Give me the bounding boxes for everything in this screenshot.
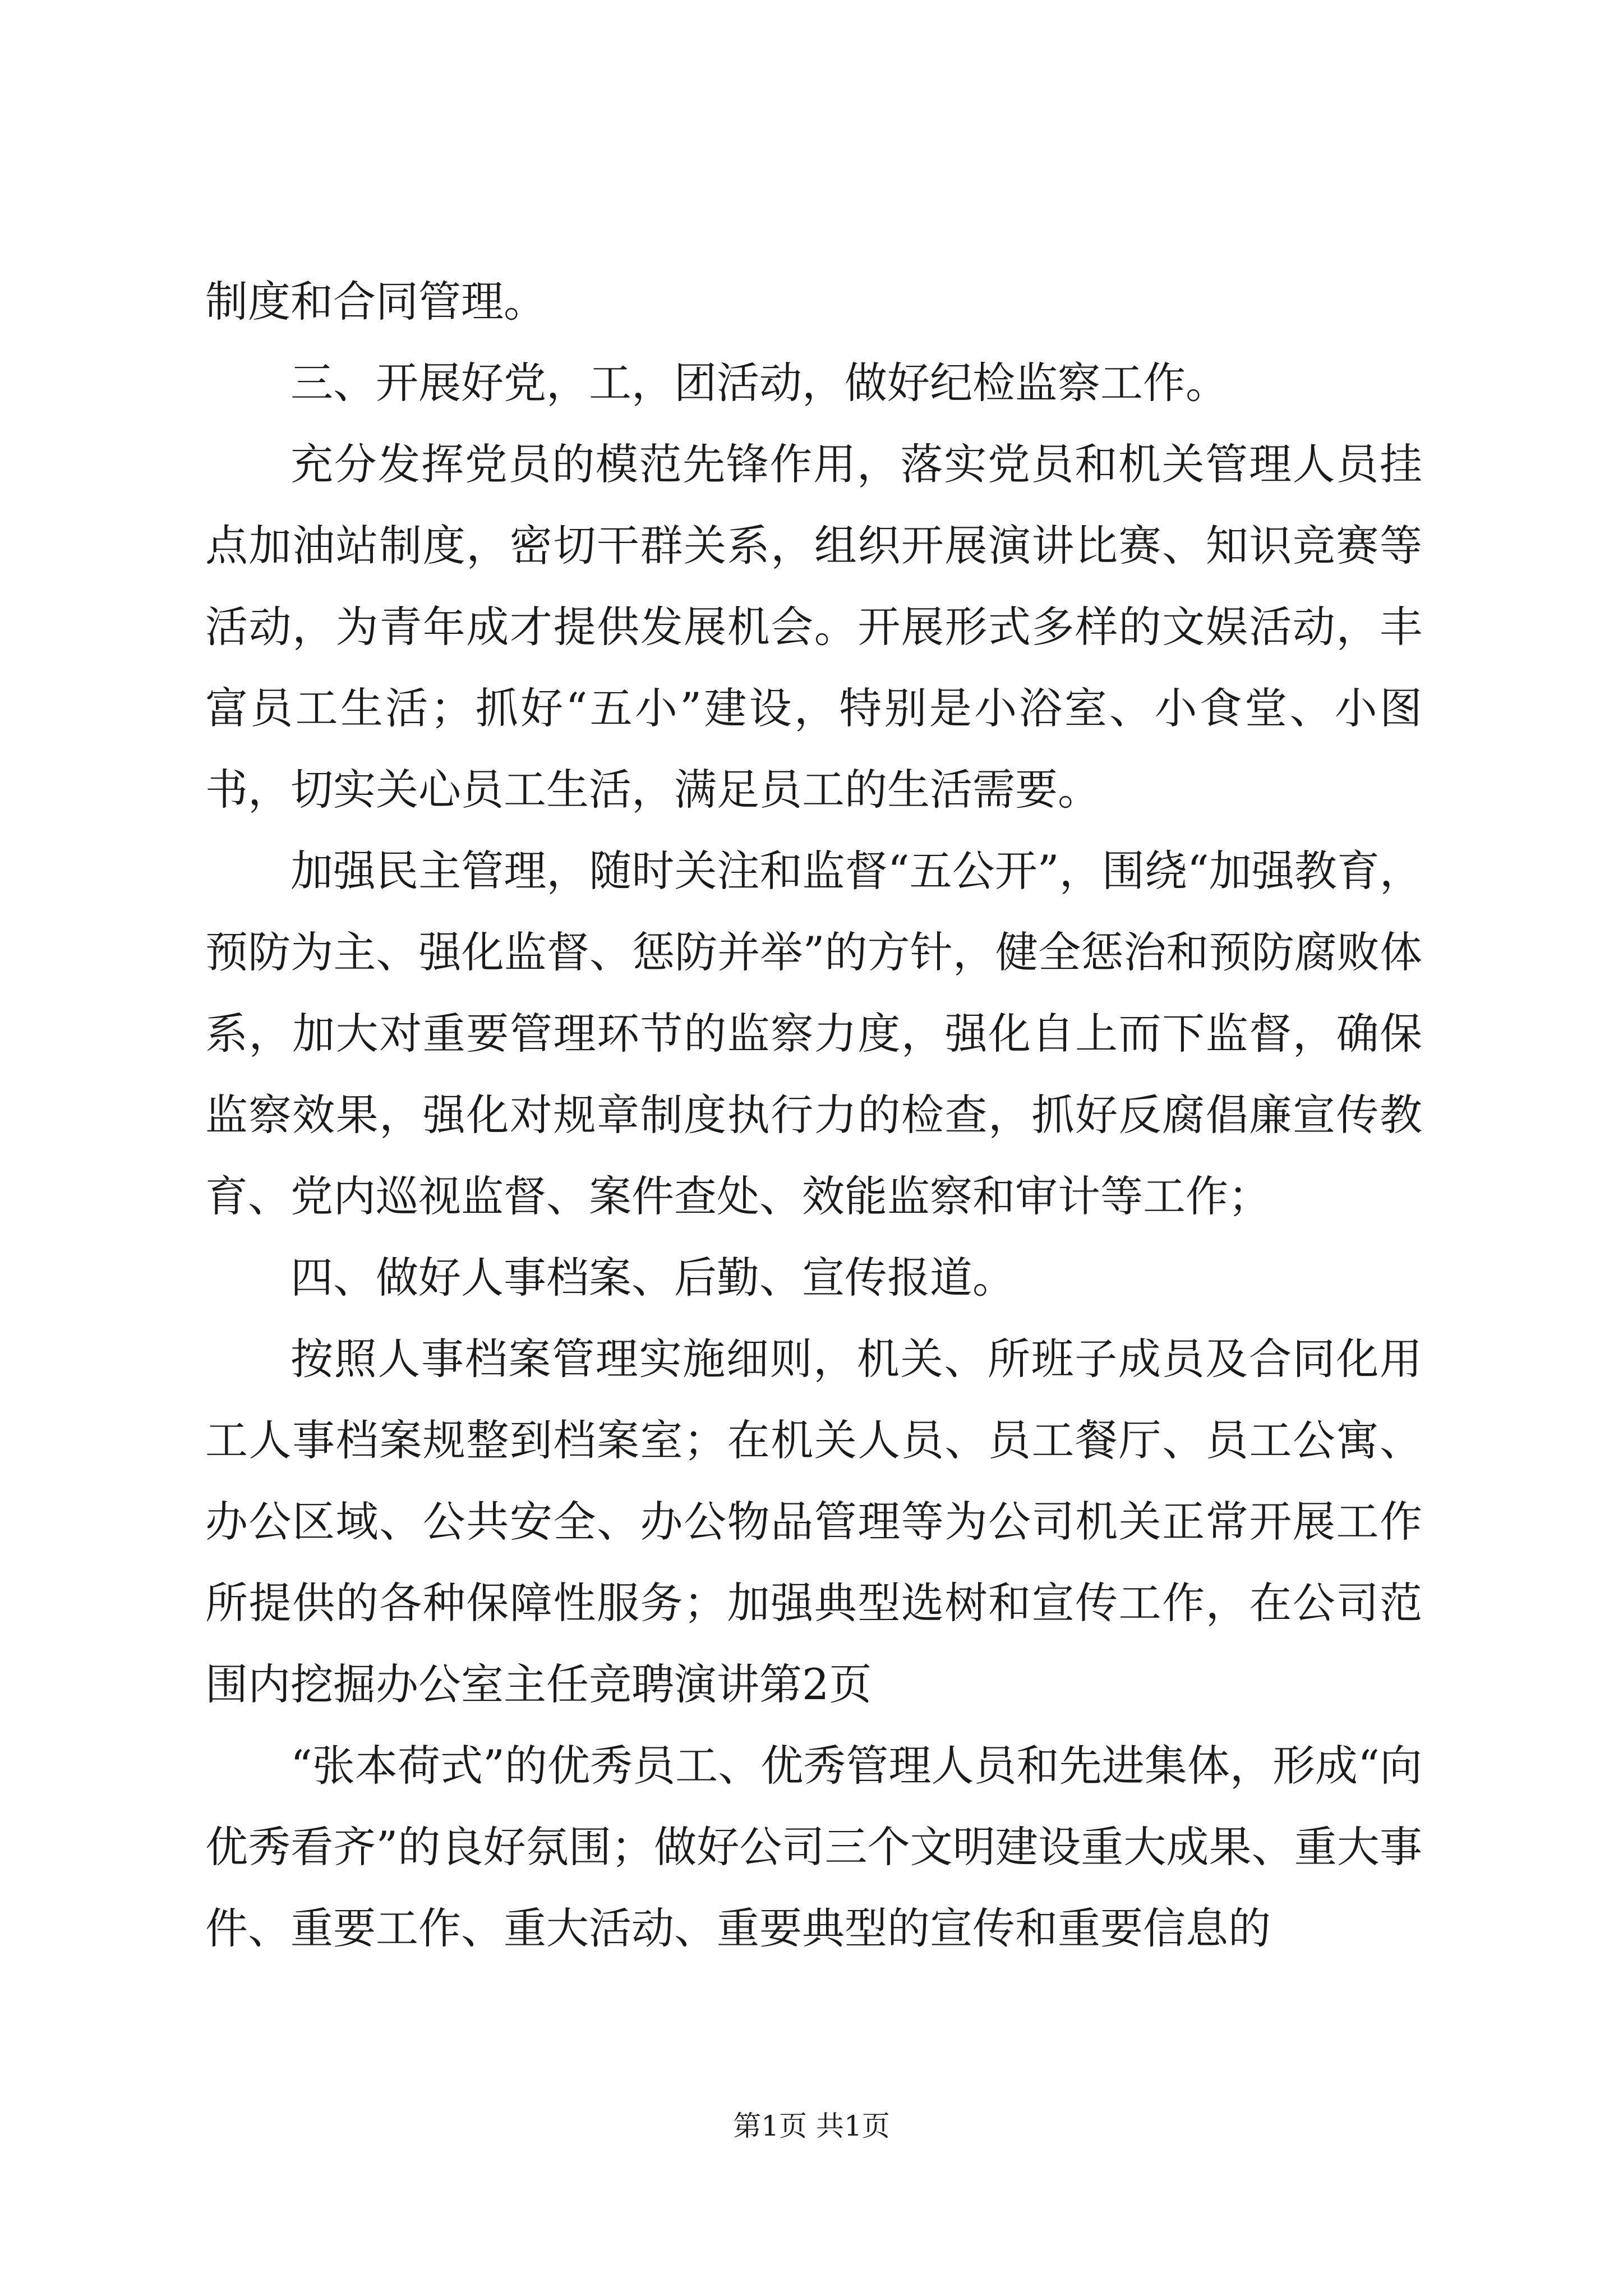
paragraph-7: “张本荷式”的优秀员工、优秀管理人员和先进集体，形成“向优秀看齐”的良好氛围；做好公司三个文明建设重大成果、重大事件、重要工作、重大活动、重要典型的宣传和重要信息的 (205, 1741, 1422, 1953)
paragraph-4: 加强民主管理，随时关注和监督“五公开”，围绕“加强教育，预防为主、强化监督、惩防并举”的方针，健全惩治和预防腐败体系，加大对重要管理环节的监察力度，强化自上而下监督，确保监察效果，强化对规章制度执行力的检查，抓好反腐倡廉宣传教育、党内巡视监督、案件查处、效能监察和审计等工作； (205, 846, 1422, 1221)
paragraph-5: 四、做好人事档案、后勤、宣传报道。 (291, 1253, 1015, 1303)
paragraph-2: 三、开展好党，工，团活动，做好纪检监察工作。 (291, 358, 1228, 408)
page-footer: 第1页 共1页 (733, 2110, 890, 2142)
paragraph-1: 制度和合同管理。 (205, 277, 546, 326)
paragraph-6: 按照人事档案管理实施细则，机关、所班子成员及合同化用工人事档案规整到档案室；在机关人员、员工餐厅、员工公寓、办公区域、公共安全、办公物品管理等为公司机关正常开展工作所提供的各种保障性服务；加强典型选树和宣传工作，在公司范围内挖掘办公室主任竞聘演讲第2页 (205, 1334, 1422, 1709)
document-body (205, 261, 1422, 1969)
paragraph-3: 充分发挥党员的模范先锋作用，落实党员和机关管理人员挂点加油站制度，密切干群关系，组织开展演讲比赛、知识竞赛等活动，为青年成才提供发展机会。开展形式多样的文娱活动，丰富员工生活；抓好“五小”建设，特别是小浴室、小食堂、小图书，切实关心员工生活，满足员工的生活需要。 (205, 439, 1422, 815)
